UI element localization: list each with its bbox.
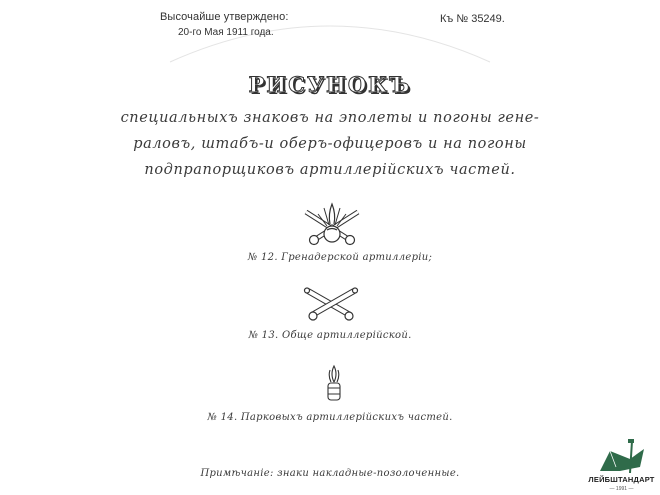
emblem-caption-13: № 13. Обще артиллерійской. (248, 330, 412, 341)
subtitle-line-1: специальныхъ знаковъ на эполеты и погоны гене- (120, 110, 540, 126)
approval-line: Высочайше утверждено: (160, 11, 289, 23)
flaming-grenade-icon (324, 364, 344, 404)
subtitle-line-3: подпрапорщиковъ артиллерійскихъ частей. (144, 162, 516, 178)
document-number: Къ № 35249. (440, 13, 505, 25)
logo-text: ЛЕЙБШТАНДАРТ (588, 475, 655, 484)
logo-year: — 1991 — (609, 486, 634, 492)
approval-date: 20-го Мая 1911 года. (178, 27, 274, 38)
emblem-caption-12: № 12. Гренадерской артиллеріи; (247, 252, 433, 263)
crossed-cannons-icon (303, 285, 359, 323)
emblem-caption-14: № 14. Парковыхъ артиллерійскихъ частей. (207, 412, 453, 423)
footnote: Примѣчаніе: знаки накладные-позолоченные. (200, 468, 460, 479)
grenadier-artillery-emblem-icon (300, 200, 364, 250)
page-title: РИСУНОКЪ (248, 72, 412, 97)
subtitle-line-2: раловъ, штабъ-и оберъ-офицеровъ и на погоны (133, 136, 527, 152)
